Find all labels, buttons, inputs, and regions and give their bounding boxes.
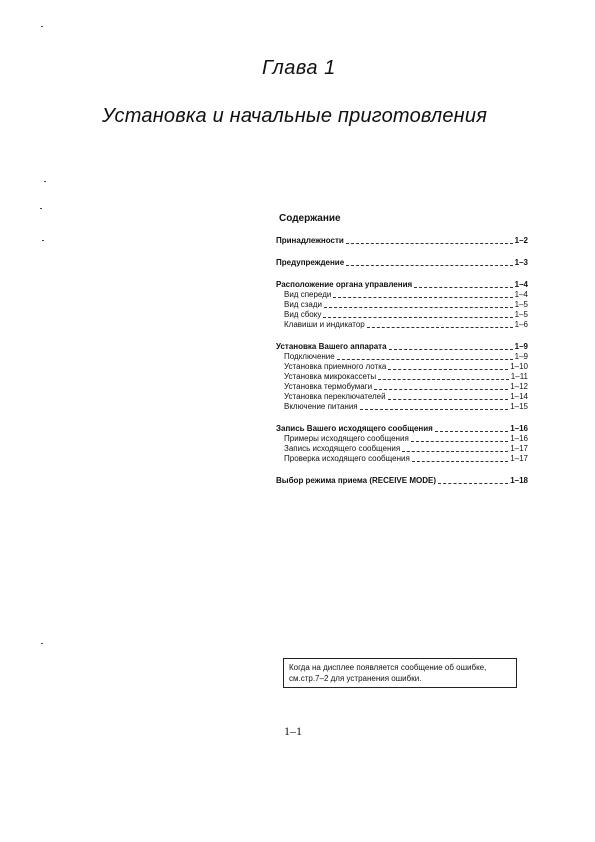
toc-leader <box>374 388 508 390</box>
toc-entry-label: Вид сбоку <box>284 310 322 319</box>
toc-leader <box>337 358 513 360</box>
toc-entry-label: Подключение <box>284 352 335 361</box>
toc-entry <box>276 236 528 246</box>
chapter-label: Глава 1 <box>262 57 336 79</box>
toc-entry-page: 1–2 <box>514 236 528 245</box>
toc-entry-page: 1–6 <box>514 320 528 329</box>
toc-leader <box>412 460 508 462</box>
toc-entry-page: 1–3 <box>514 258 528 267</box>
toc-leader <box>360 408 509 410</box>
toc-leader <box>378 378 509 380</box>
toc-entry-page: 1–10 <box>510 362 528 371</box>
toc-entry-label: Установка Вашего аппарата <box>276 342 387 351</box>
scan-speck <box>44 181 46 182</box>
toc-entry <box>276 476 528 486</box>
toc-entry-label: Установка микрокассеты <box>284 372 377 381</box>
toc-leader <box>333 296 512 298</box>
toc-entry-label: Выбор режима приема (RECEIVE MODE) <box>276 476 436 485</box>
toc-leader <box>388 398 509 400</box>
toc-entry-page: 1–12 <box>510 382 528 391</box>
toc-leader <box>438 482 508 484</box>
toc-entry-label: Проверка исходящего сообщения <box>284 454 410 463</box>
toc-leader <box>435 430 508 432</box>
toc-entry-page: 1–16 <box>510 424 528 433</box>
toc-subentry <box>276 454 528 464</box>
toc-entry-label: Расположение органа управления <box>276 280 413 289</box>
toc-entry-page: 1–15 <box>510 402 528 411</box>
toc-entry-page: 1–18 <box>510 476 528 485</box>
chapter-title: Установка и начальные приготовления <box>102 105 488 127</box>
toc-leader <box>346 264 512 266</box>
scan-speck <box>40 208 42 209</box>
toc-entry-page: 1–9 <box>514 342 528 351</box>
notice-line: Когда на дисплее появляется сообщение об ошибке, <box>289 663 487 672</box>
toc-subentry <box>276 362 528 372</box>
toc-entry-label: Установка переключателей <box>284 392 386 401</box>
scan-speck <box>41 643 43 644</box>
toc-subentry <box>276 320 528 330</box>
toc-subentry <box>276 382 528 392</box>
toc-entry <box>276 342 528 352</box>
toc-entry-page: 1–16 <box>510 434 528 443</box>
toc-entry-label: Установка термобумаги <box>284 382 373 391</box>
toc-entry-label: Запись Вашего исходящего сообщения <box>276 424 433 433</box>
toc-entry-label: Запись исходящего сообщения <box>284 444 401 453</box>
toc-leader <box>411 440 508 442</box>
toc-entry-label: Клавиши и индикатор <box>284 320 365 329</box>
toc-leader <box>323 316 512 318</box>
notice-line: см.стр.7–2 для устранения ошибки. <box>289 674 422 683</box>
toc-entry-label: Вид сзади <box>284 300 322 309</box>
page-number: 1–1 <box>284 724 302 738</box>
toc-subentry <box>276 290 528 300</box>
toc-entry-page: 1–5 <box>514 310 528 319</box>
toc-subentry <box>276 392 528 402</box>
toc-leader <box>414 286 512 288</box>
toc-entry-label: Предупреждение <box>276 258 345 267</box>
toc-entry-page: 1–14 <box>510 392 528 401</box>
toc-leader <box>388 368 508 370</box>
toc-entry-page: 1–11 <box>510 372 528 381</box>
toc-entry <box>276 280 528 290</box>
toc-subentry <box>276 434 528 444</box>
toc-subentry <box>276 402 528 412</box>
error-notice-box <box>283 658 517 688</box>
toc-entry-page: 1–17 <box>510 444 528 453</box>
toc-leader <box>346 242 513 244</box>
scan-speck <box>42 240 44 241</box>
table-of-contents <box>276 236 528 486</box>
toc-leader <box>367 326 513 328</box>
toc-leader <box>402 450 508 452</box>
toc-entry-page: 1–4 <box>514 280 528 289</box>
toc-entry-page: 1–9 <box>514 352 528 361</box>
toc-entry-label: Включение питания <box>284 402 358 411</box>
toc-leader <box>389 348 513 350</box>
toc-subentry <box>276 372 528 382</box>
scan-speck <box>41 26 43 27</box>
toc-entry-page: 1–5 <box>514 300 528 309</box>
toc-leader <box>324 306 513 308</box>
toc-entry-page: 1–4 <box>514 290 528 299</box>
toc-subentry <box>276 444 528 454</box>
toc-subentry <box>276 310 528 320</box>
toc-entry-label: Принадлежности <box>276 236 344 245</box>
toc-entry-label: Установка приемного лотка <box>284 362 387 371</box>
toc-subentry <box>276 352 528 362</box>
toc-subentry <box>276 300 528 310</box>
toc-entry-label: Вид спереди <box>284 290 332 299</box>
toc-entry-page: 1–17 <box>510 454 528 463</box>
toc-entry-label: Примеры исходящего сообщения <box>284 434 409 443</box>
toc-entry <box>276 424 528 434</box>
toc-entry <box>276 258 528 268</box>
toc-heading: Содержание <box>279 213 341 224</box>
